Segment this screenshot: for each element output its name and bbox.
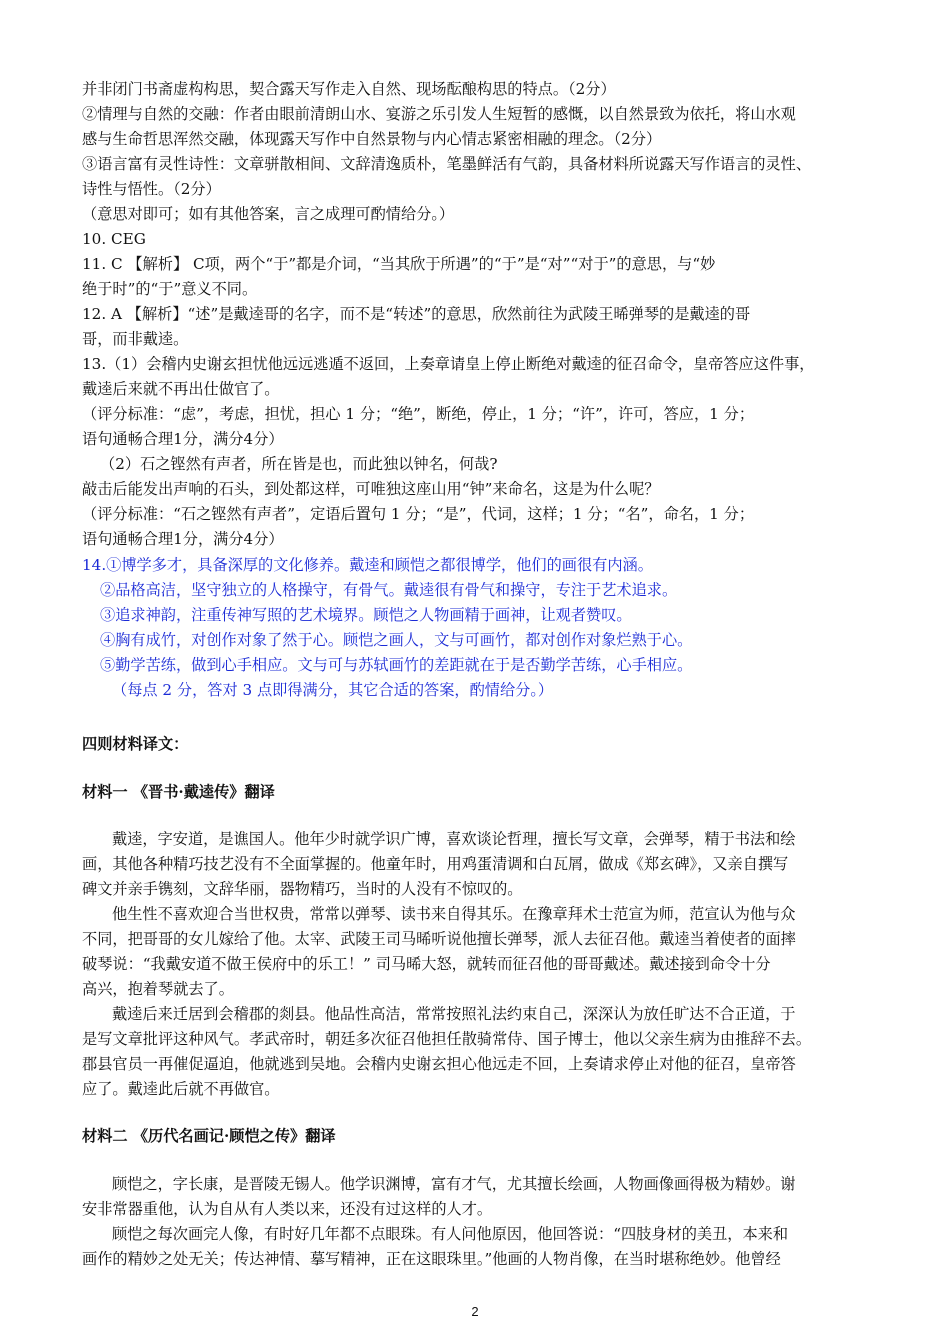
- answer-line: （意思对即可；如有其他答案，言之成理可酌情给分。）: [82, 205, 455, 223]
- material2-line: 顾恺之每次画完人像，有时好几年都不点眼珠。有人问他原因，他回答说：“四肢身材的美丑，本来和: [112, 1225, 789, 1243]
- material1-line: 他生性不喜欢迎合当世权贵，常常以弹琴、读书来自得其乐。在豫章拜术士范宣为师，范宣认为他与众: [112, 905, 796, 923]
- q14-line: （每点 2 分，答对 3 点即得满分，其它合适的答案，酌情给分。）: [112, 681, 554, 699]
- answer-line: 12. A 【解析】“述”是戴逵哥的名字，而不是“转述”的意思，欣然前往为武陵王晞弹琴的是戴逵的哥: [82, 305, 751, 323]
- material1-line: 不同，把哥哥的女儿嫁给了他。太宰、武陵王司马晞听说他擅长弹琴，派人去征召他。戴逵当着使者的面摔: [82, 930, 796, 948]
- answer-line: 哥，而非戴逵。: [82, 330, 189, 348]
- answer-line: （评分标准：“石之铿然有声者”，定语后置句 1 分；“是”，代词，这样；1 分；“名”，命名，1 分；: [82, 505, 755, 523]
- answer-line: 11. C 【解析】 C项，两个“于”都是介词，“当其欣于所遇”的“于”是“对”“对于”的意思，与“妙: [82, 255, 716, 273]
- material1-line: 戴逵，字安道，是谯国人。他年少时就学识广博，喜欢谈论哲理，擅长写文章，会弹琴，精于书法和绘: [112, 830, 796, 848]
- q14-line: ③追求神韵，注重传神写照的艺术境界。顾恺之人物画精于画神，让观者赞叹。: [100, 606, 632, 624]
- answer-line: 语句通畅合理1分，满分4分）: [82, 530, 284, 548]
- material1-line: 碑文并亲手镌刻，文辞华丽，器物精巧，当时的人没有不惊叹的。: [82, 880, 523, 898]
- material1-line: 是写文章批评这种风气。孝武帝时，朝廷多次征召他担任散骑常侍、国子博士，他以父亲生病为由推辞不去。: [82, 1030, 811, 1048]
- answer-line: 敲击后能发出声响的石头，到处都这样，可唯独这座山用“钟”来命名，这是为什么呢？: [82, 480, 660, 498]
- material1-line: 郡县官员一再催促逼迫，他就逃到吴地。会稽内史谢玄担心他远走不回，上奏请求停止对他的征召，皇帝答: [82, 1055, 796, 1073]
- section-heading: 四则材料译文：: [82, 735, 189, 753]
- answer-line: 绝于时”的“于”意义不同。: [82, 280, 258, 298]
- q14-line: ⑤勤学苦练，做到心手相应。文与可与苏轼画竹的差距就在于是否勤学苦练，心手相应。: [100, 656, 693, 674]
- answer-line: 语句通畅合理1分，满分4分）: [82, 430, 284, 448]
- answer-line: 感与生命哲思浑然交融，体现露天写作中自然景物与内心情志紧密相融的理念。（2分）: [82, 130, 662, 148]
- material2-line: 顾恺之，字长康，是晋陵无锡人。他学识渊博，富有才气，尤其擅长绘画，人物画像画得极为精妙。谢: [112, 1175, 796, 1193]
- material1-line: 高兴，抱着琴就去了。: [82, 980, 234, 998]
- answer-line: （评分标准：“虑”，考虑，担忧，担心 1 分；“绝”，断绝，停止，1 分；“许”，许可，答应，1 分；: [82, 405, 755, 423]
- q14-line: ④胸有成竹，对创作对象了然于心。顾恺之画人，文与可画竹，都对创作对象烂熟于心。: [100, 631, 693, 649]
- answer-line: 10. CEG: [82, 230, 146, 248]
- material1-line: 应了。戴逵此后就不再做官。: [82, 1080, 280, 1098]
- answer-line: 13.（1）会稽内史谢玄担忧他远远逃遁不返回，上奏章请皇上停止断绝对戴逵的征召命令，皇帝答应这件事，: [82, 355, 815, 373]
- answer-line: （2）石之铿然有声者，所在皆是也，而此独以钟名，何哉?: [100, 455, 498, 473]
- q14-line: ②品格高洁，坚守独立的人格操守，有骨气。戴逵很有骨气和操守，专注于艺术追求。: [100, 581, 678, 599]
- q14-line: 14.①博学多才，具备深厚的文化修养。戴逵和顾恺之都很博学，他们的画很有内涵。: [82, 556, 653, 574]
- material2-title: 材料二 《历代名画记·顾恺之传》翻译: [82, 1127, 336, 1145]
- material1-line: 画，其他各种精巧技艺没有不全面掌握的。他童年时，用鸡蛋清调和白瓦屑，做成《郑玄碑》，又亲自撰写: [82, 855, 789, 873]
- answer-line: 并非闭门书斋虚构构思，契合露天写作走入自然、现场酝酿构思的特点。（2分）: [82, 80, 616, 98]
- material1-line: 戴逵后来迁居到会稽郡的剡县。他品性高洁，常常按照礼法约束自己，深深认为放任旷达不合正道，于: [112, 1005, 796, 1023]
- answer-line: ③语言富有灵性诗性：文章骈散相间、文辞清逸质朴，笔墨鲜活有气韵，具备材料所说露天写作语言的灵性、: [82, 155, 811, 173]
- material2-line: 安非常器重他，认为自从有人类以来，还没有过这样的人才。: [82, 1200, 493, 1218]
- page-number: 2: [471, 1304, 479, 1319]
- answer-line: 诗性与悟性。（2分）: [82, 180, 221, 198]
- material1-title: 材料一 《晋书·戴逵传》翻译: [82, 783, 275, 801]
- answer-line: ②情理与自然的交融：作者由眼前清朗山水、宴游之乐引发人生短暂的感慨，以自然景致为依托，将山水观: [82, 105, 796, 123]
- material2-line: 画作的精妙之处无关；传达神情、摹写精神，正在这眼珠里。”他画的人物肖像，在当时堪称绝妙。他曾经: [82, 1250, 781, 1268]
- material1-line: 破琴说：“我戴安道不做王侯府中的乐工！” 司马晞大怒，就转而征召他的哥哥戴述。戴述接到命令十分: [82, 955, 771, 973]
- answer-line: 戴逵后来就不再出仕做官了。: [82, 380, 280, 398]
